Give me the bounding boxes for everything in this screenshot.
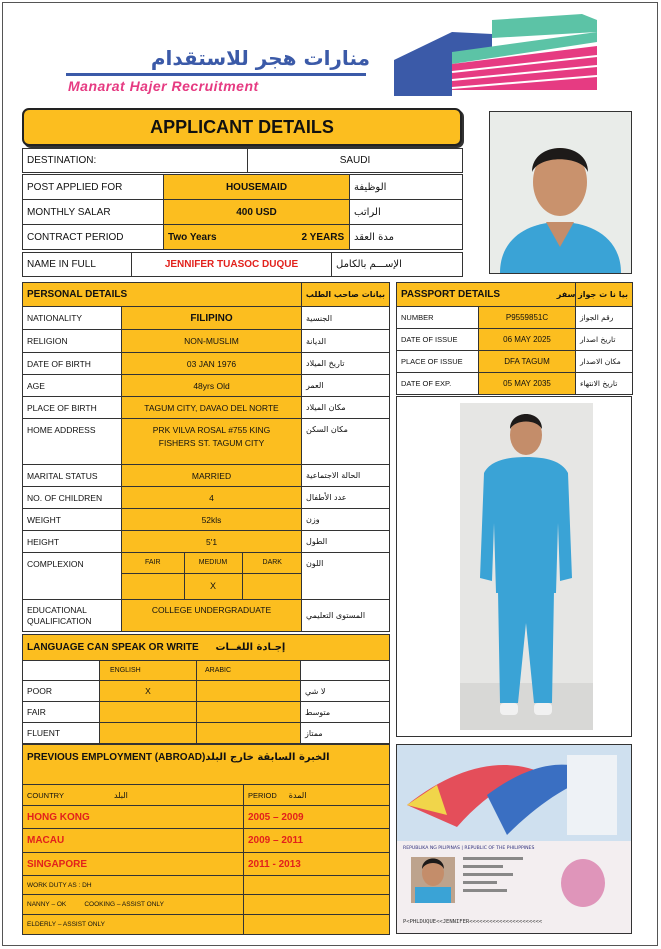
logo-underline bbox=[66, 73, 366, 76]
passport-details-title: PASSPORT DETAILS bbox=[397, 283, 576, 307]
height-value: 5'1 bbox=[122, 531, 302, 553]
weight-arabic: وزن bbox=[302, 509, 390, 531]
passport-issue-place-value: DFA TAGUM bbox=[479, 351, 576, 373]
language-corner bbox=[23, 661, 100, 681]
employment-title-cell bbox=[23, 745, 390, 785]
passport-number-arabic: رقم الجواز bbox=[576, 307, 633, 329]
language-table bbox=[22, 634, 390, 744]
name-table bbox=[22, 252, 463, 277]
language-fluent-label: FLUENT bbox=[23, 723, 100, 744]
age-arabic: العمر bbox=[302, 375, 390, 397]
home-address-value: PRK VILVA ROSAL #755 KING FISHERS ST. TAGUM CITY bbox=[122, 419, 302, 465]
place-of-birth-label: PLACE OF BIRTH bbox=[23, 397, 122, 419]
weight-label: WEIGHT bbox=[23, 509, 122, 531]
age-label: AGE bbox=[23, 375, 122, 397]
nationality-value: FILIPINO bbox=[122, 307, 302, 330]
complexion-dark-mark bbox=[242, 573, 302, 599]
complexion-dark: DARK bbox=[242, 553, 302, 573]
language-fair-label: FAIR bbox=[23, 702, 100, 723]
language-fluent-ar: ممتاز bbox=[301, 723, 390, 744]
work-duty-note: WORK DUTY AS : DH bbox=[23, 876, 244, 895]
marital-status-arabic: الحالة الاجتماعية bbox=[302, 465, 390, 487]
passport-issue-place-label: PLACE OF ISSUE bbox=[397, 351, 479, 373]
nationality-label: NATIONALITY bbox=[23, 307, 122, 330]
personal-details-table bbox=[22, 282, 390, 632]
complexion-medium-mark: X bbox=[184, 573, 242, 599]
country-header: COUNTRY bbox=[27, 790, 64, 800]
personal-details-title: PERSONAL DETAILS bbox=[23, 283, 302, 307]
passport-number-value: P9559851C bbox=[479, 307, 576, 329]
period-header: PERIOD bbox=[248, 790, 277, 800]
passport-expiry-arabic: تاريخ الانتهاء bbox=[576, 373, 633, 395]
religion-arabic: الديانة bbox=[302, 330, 390, 353]
height-arabic: الطول bbox=[302, 531, 390, 553]
post-arabic: الوظيفة bbox=[350, 175, 463, 200]
applicant-details-title: APPLICANT DETAILS bbox=[22, 108, 462, 146]
language-fair-arabic bbox=[197, 702, 301, 723]
elderly-empty bbox=[244, 915, 390, 935]
home-address-label: HOME ADDRESS bbox=[23, 419, 122, 465]
passport-details-title-arabic: بيا نا ت جواز سفر bbox=[576, 283, 633, 307]
children-label: NO. OF CHILDREN bbox=[23, 487, 122, 509]
nationality-arabic: الجنسية bbox=[302, 307, 390, 330]
education-label: EDUCATIONAL QUALIFICATION bbox=[23, 600, 122, 632]
employment-country: SINGAPORE bbox=[23, 853, 244, 876]
weight-value: 52kls bbox=[122, 509, 302, 531]
language-english-header: ENGLISH bbox=[100, 661, 197, 681]
complexion-fair-mark bbox=[122, 573, 184, 599]
country-header-arabic: البلد bbox=[113, 790, 128, 800]
job-info-table bbox=[22, 174, 463, 250]
place-of-birth-value: TAGUM CITY, DAVAO DEL NORTE bbox=[122, 397, 302, 419]
complexion-label: COMPLEXION bbox=[23, 553, 122, 600]
marital-status-label: MARITAL STATUS bbox=[23, 465, 122, 487]
employment-title: PREVIOUS EMPLOYMENT (ABROAD) bbox=[27, 752, 206, 763]
language-title-cell bbox=[23, 635, 390, 661]
country-header-cell bbox=[23, 785, 244, 806]
nanny-cooking-note: NANNY – OK COOKING – ASSIST ONLY bbox=[23, 895, 244, 915]
passport-issue-date-label: DATE OF ISSUE bbox=[397, 329, 479, 351]
passport-scan-header: REPUBLIKA NG PILIPINAS | REPUBLIC OF THE PHILIPPINES bbox=[403, 846, 535, 851]
language-title: LANGUAGE CAN SPEAK OR WRITE bbox=[27, 642, 199, 653]
religion-label: RELIGION bbox=[23, 330, 122, 353]
children-value: 4 bbox=[122, 487, 302, 509]
salary-value: 400 USD bbox=[164, 200, 350, 225]
passport-expiry-label: DATE OF EXP. bbox=[397, 373, 479, 395]
contract-value-years: 2 YEARS bbox=[301, 231, 345, 243]
elderly-note: ELDERLY – ASSIST ONLY bbox=[23, 915, 244, 935]
employment-period: 2009 – 2011 bbox=[244, 829, 390, 853]
language-header-empty bbox=[301, 661, 390, 681]
passport-issue-place-arabic: مكان الاصدار bbox=[576, 351, 633, 373]
period-header-arabic: المدة bbox=[288, 790, 307, 800]
passport-expiry-value: 05 MAY 2035 bbox=[479, 373, 576, 395]
name-label: NAME IN FULL bbox=[23, 253, 132, 277]
language-fair-ar: متوسط bbox=[301, 702, 390, 723]
language-poor-english: X bbox=[100, 681, 197, 702]
complexion-medium: MEDIUM bbox=[184, 553, 242, 573]
contract-value-text: Two Years bbox=[168, 231, 217, 243]
destination-value: SAUDI bbox=[248, 149, 463, 173]
contract-label: CONTRACT PERIOD bbox=[23, 225, 164, 250]
name-arabic: الإســـم بالكامل bbox=[332, 253, 463, 277]
language-poor-label: POOR bbox=[23, 681, 100, 702]
nanny-cooking-empty bbox=[244, 895, 390, 915]
language-title-arabic: إجـادة اللغــات bbox=[215, 642, 286, 653]
language-arabic-header: ARABIC bbox=[197, 661, 301, 681]
company-name-english: Manarat Hajer Recruitment bbox=[68, 78, 259, 94]
children-arabic: عدد الأطفال bbox=[302, 487, 390, 509]
language-fair-english bbox=[100, 702, 197, 723]
passport-issue-date-arabic: تاريخ اصدار bbox=[576, 329, 633, 351]
language-fluent-arabic bbox=[197, 723, 301, 744]
passport-issue-date-value: 06 MAY 2025 bbox=[479, 329, 576, 351]
applicant-full-body-photo bbox=[396, 396, 632, 737]
post-value: HOUSEMAID bbox=[164, 175, 350, 200]
employment-period: 2011 - 2013 bbox=[244, 853, 390, 876]
dob-label: DATE OF BIRTH bbox=[23, 353, 122, 375]
complexion-cell bbox=[122, 553, 302, 600]
complexion-fair: FAIR bbox=[122, 553, 184, 573]
passport-scan-icon bbox=[397, 745, 631, 933]
marital-status-value: MARRIED bbox=[122, 465, 302, 487]
employment-period: 2005 – 2009 bbox=[244, 806, 390, 829]
height-label: HEIGHT bbox=[23, 531, 122, 553]
age-value: 48yrs Old bbox=[122, 375, 302, 397]
employment-country: HONG KONG bbox=[23, 806, 244, 829]
contract-value-cell bbox=[164, 225, 350, 250]
salary-label: MONTHLY SALAR bbox=[23, 200, 164, 225]
dob-arabic: تاريخ الميلاد bbox=[302, 353, 390, 375]
full-body-image-icon bbox=[460, 403, 593, 730]
passport-details-table bbox=[396, 282, 633, 395]
top-info-table bbox=[22, 148, 463, 173]
education-arabic: المستوى التعليمي bbox=[302, 600, 390, 632]
contract-arabic: مدة العقد bbox=[350, 225, 463, 250]
company-logo-icon bbox=[392, 12, 602, 98]
language-poor-ar: لا شي bbox=[301, 681, 390, 702]
language-fluent-english bbox=[100, 723, 197, 744]
period-header-cell bbox=[244, 785, 390, 806]
language-poor-arabic bbox=[197, 681, 301, 702]
post-label: POST APPLIED FOR bbox=[23, 175, 164, 200]
education-value: COLLEGE UNDERGRADUATE bbox=[122, 600, 302, 632]
passport-mrz: P<PHLDUQUE<<JENNIFER<<<<<<<<<<<<<<<<<<<<<< bbox=[403, 919, 543, 925]
home-address-arabic: مكان السكن bbox=[302, 419, 390, 465]
complexion-arabic: اللون bbox=[302, 553, 390, 600]
dob-value: 03 JAN 1976 bbox=[122, 353, 302, 375]
employment-table bbox=[22, 744, 390, 935]
destination-label: DESTINATION: bbox=[23, 149, 248, 173]
name-value: JENNIFER TUASOC DUQUE bbox=[132, 253, 332, 277]
applicant-portrait-photo bbox=[489, 111, 632, 274]
religion-value: NON-MUSLIM bbox=[122, 330, 302, 353]
complexion-grid bbox=[122, 553, 302, 599]
passport-number-label: NUMBER bbox=[397, 307, 479, 329]
personal-details-title-arabic: بيانات صاحب الطلب bbox=[302, 283, 390, 307]
employment-title-arabic: الخبرة السابقة خارج البلد bbox=[205, 752, 330, 763]
employment-country: MACAU bbox=[23, 829, 244, 853]
portrait-image-icon bbox=[490, 112, 631, 273]
place-of-birth-arabic: مكان الميلاد bbox=[302, 397, 390, 419]
salary-arabic: الراتب bbox=[350, 200, 463, 225]
company-name-arabic: منارات هجر للاستقدام bbox=[150, 46, 370, 70]
passport-scan-image bbox=[396, 744, 632, 934]
work-duty-empty bbox=[244, 876, 390, 895]
